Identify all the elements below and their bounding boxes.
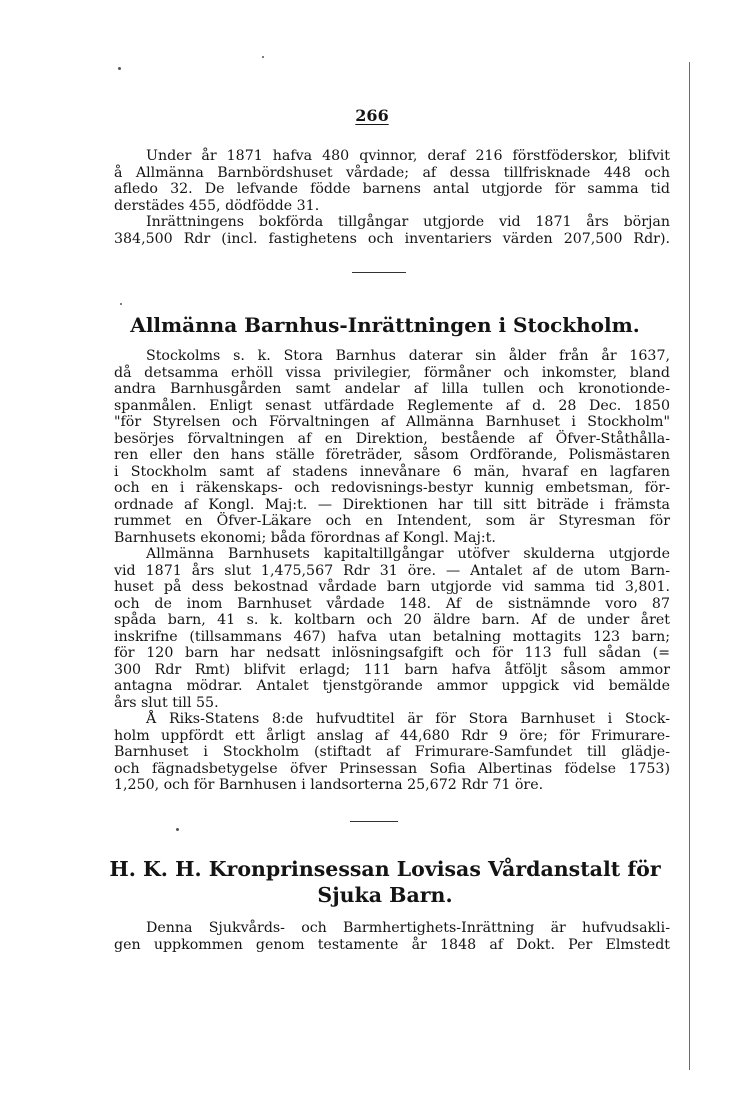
text-line: gen uppkommen genom testamente år 1848 af Dokt. Per Elmstedt (114, 936, 670, 953)
text-line: afledo 32. De lefvande födde barnens antal utgjorde för samma tid (114, 181, 670, 197)
text-line: års slut till 55. (114, 694, 219, 711)
text-line: och en i räkenskaps- och redovisnings-bestyr kunnig embetsman, för- (114, 480, 670, 496)
section-divider (350, 821, 398, 822)
barnhus-paragraphs (114, 348, 670, 794)
text-line: och fägnadsbetygelse öfver Prinsessan Sofia Albertinas födelse 1753) (114, 760, 670, 777)
text-line: då detsamma erhöll vissa privilegier, förmåner och inkomster, bland (114, 364, 670, 381)
text-line: andra Barnhusgården samt andelar af lilla tullen och kronotionde- (114, 381, 670, 397)
text-line: å Allmänna Barnbördshuset vårdade; af dessa tillfrisknade 448 och (114, 164, 670, 181)
text-line: och de inom Barnhuset vårdade 148. Af de sistnämnde voro 87 (114, 595, 670, 612)
section-heading: Allmänna Barnhus-Inrättningen i Stockholm. (130, 313, 640, 337)
text-line: holm uppfördt ett årligt anslag af 44,680 Rdr 9 öre; för Frimurare- (114, 727, 670, 744)
text-line: för 120 barn har nedsatt inlösningsafgift och för 113 full sådan (= (114, 645, 670, 661)
text-line: huset på dess bekostnad vårdade barn utgjorde vid samma tid 3,801. (114, 579, 670, 595)
section-heading-line-2: Sjuka Barn. (317, 883, 453, 907)
text-line: Under år 1871 hafva 480 qvinnor, deraf 216 förstföderskor, blifvit (146, 148, 670, 164)
page-number: 266 (355, 106, 389, 125)
text-line: spanmålen. Enligt senast utfärdade Reglemente af d. 28 Dec. 1850 (114, 397, 670, 414)
text-line: derstädes 455, dödfödde 31. (114, 197, 320, 214)
vardanstalt-paragraph (114, 920, 670, 953)
scan-speck (176, 828, 179, 831)
intro-paragraph (114, 148, 670, 247)
scan-speck (118, 67, 121, 70)
text-line: Allmänna Barnhusets kapitaltillgångar utöfver skulderna utgjorde (146, 546, 670, 562)
text-line: Stockolms s. k. Stora Barnhus daterar sin ålder från år 1637, (146, 348, 670, 364)
section-divider (352, 272, 406, 273)
text-line: ordnade af Kongl. Maj:t. — Direktionen har till sitt biträde i främsta (114, 496, 670, 513)
text-line: Barnhusets ekonomi; båda förordnas af Kongl. Maj:t. (114, 529, 496, 546)
text-line: i Stockholm samt af stadens innevånare 6 män, hvaraf en lagfaren (114, 463, 670, 480)
scan-speck (262, 56, 264, 58)
text-line: Denna Sjukvårds- och Barmhertighets-Inrättning är hufvudsakli- (146, 920, 670, 936)
text-line: 1,250, och för Barnhusen i landsorterna 25,672 Rdr 71 öre. (114, 777, 544, 793)
text-line: vid 1871 års slut 1,475,567 Rdr 31 öre. — Antalet af de utom Barn- (114, 562, 670, 579)
text-line: antagna mödrar. Antalet tjenstgörande ammor uppgick vid bemälde (114, 678, 670, 694)
text-line: Barnhuset i Stockholm (stiftadt af Frimurare-Samfundet till glädje- (114, 744, 670, 760)
text-line: spåda barn, 41 s. k. koltbarn och 20 äldre barn. Af de under året (114, 612, 670, 628)
text-line: 300 Rdr Rmt) blifvit erlagd; 111 barn hafva åtföljt såsom ammor (114, 661, 670, 678)
scan-speck (120, 303, 122, 305)
text-line: rummet en Öfver-Läkare och en Intendent, som är Styresman för (114, 513, 670, 529)
section-heading-line-1: H. K. H. Kronprinsessan Lovisas Vårdanstalt för (109, 857, 661, 881)
text-line: Inrättningens bokförda tillgångar utgjorde vid 1871 års början (146, 214, 670, 230)
text-line: besörjes förvaltningen af en Direktion, bestående af Öfver-Ståthålla- (114, 430, 670, 447)
text-line: inskrifne (tillsammans 467) hafva utan betalning mottagits 123 barn; (114, 628, 670, 645)
text-line: "för Styrelsen och Förvaltningen af Allmänna Barnhuset i Stockholm" (114, 414, 670, 430)
text-line: Å Riks-Statens 8:de hufvudtitel är för Stora Barnhuset i Stock- (146, 711, 670, 727)
text-line: 384,500 Rdr (incl. fastighetens och inventariers värden 207,500 Rdr). (114, 230, 670, 247)
page-edge-line (689, 62, 690, 1070)
text-line: ren eller den hans ställe företräder, såsom Ordförande, Polismästaren (114, 447, 670, 463)
